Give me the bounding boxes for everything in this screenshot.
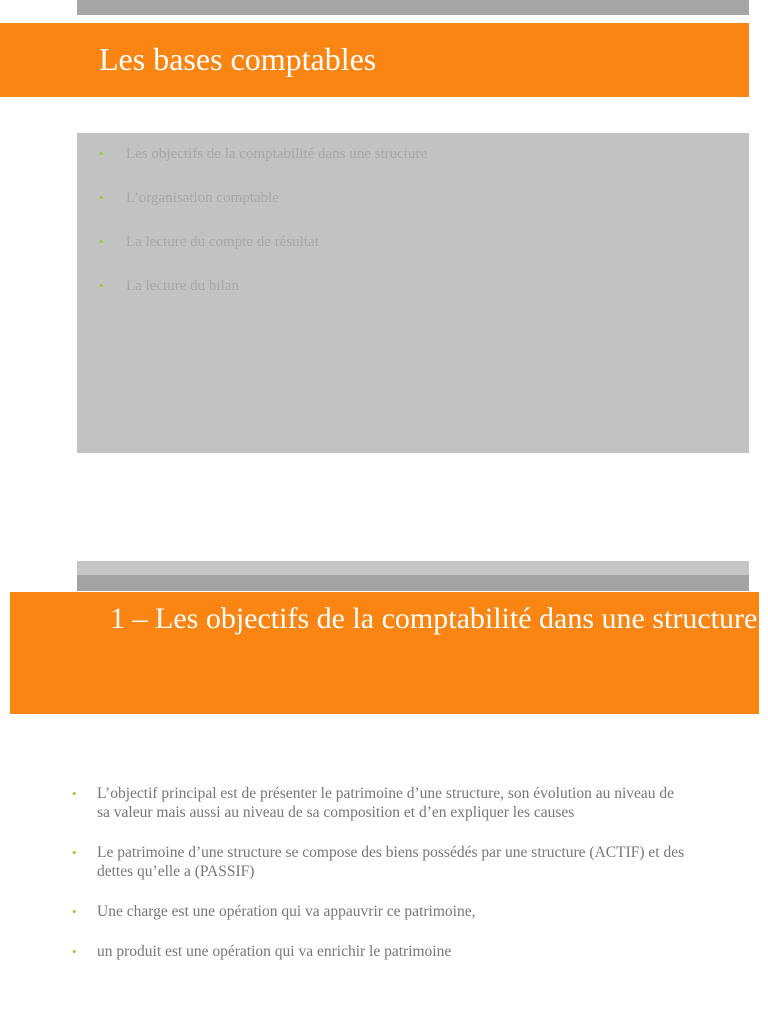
slide2-dark-gray-bar	[77, 575, 749, 591]
slide2-title: 1 – Les objectifs de la comptabilité dans une structure	[110, 602, 758, 635]
list-item: • L’objectif principal est de présenter le patrimoine d’une structure, son évolution au niveau de sa valeur mais aussi au niveau de sa composition et d’en expliquer les causes	[72, 785, 675, 821]
list-item: • La lecture du compte de résultat	[99, 234, 319, 250]
bullet-icon: •	[72, 845, 77, 860]
top-gray-bar	[77, 0, 749, 15]
slide1-title-banner	[0, 23, 749, 97]
list-item: • Le patrimoine d’une structure se compose des biens possédés par une structure (ACTIF) et des dettes qu’elle a (PASSIF)	[72, 844, 685, 880]
slide2-light-gray-bar	[77, 561, 749, 575]
list-item: • un produit est une opération qui va enrichir le patrimoine	[72, 943, 452, 960]
list-item: • Une charge est une opération qui va appauvrir ce patrimoine,	[72, 903, 476, 920]
list-item: • La lecture du bilan	[99, 278, 239, 294]
slide1-title: Les bases comptables	[99, 41, 377, 77]
slide2-title-banner	[10, 592, 759, 714]
bullet-icon: •	[72, 944, 77, 959]
bullet-icon: •	[99, 146, 104, 161]
bullet-icon: •	[99, 278, 104, 293]
list-item: • Les objectifs de la comptabilité dans une structure	[99, 146, 428, 162]
bullet-icon: •	[99, 234, 104, 249]
slide2-bullet-list	[68, 784, 688, 961]
bullet-icon: •	[72, 786, 77, 801]
bullet-icon: •	[99, 190, 104, 205]
bullet-icon: •	[72, 904, 77, 919]
slide1-bullet-list	[99, 145, 427, 321]
slide1-content-panel	[77, 133, 749, 453]
slide2-content	[68, 784, 688, 961]
list-item: • L’organisation comptable	[99, 190, 279, 206]
